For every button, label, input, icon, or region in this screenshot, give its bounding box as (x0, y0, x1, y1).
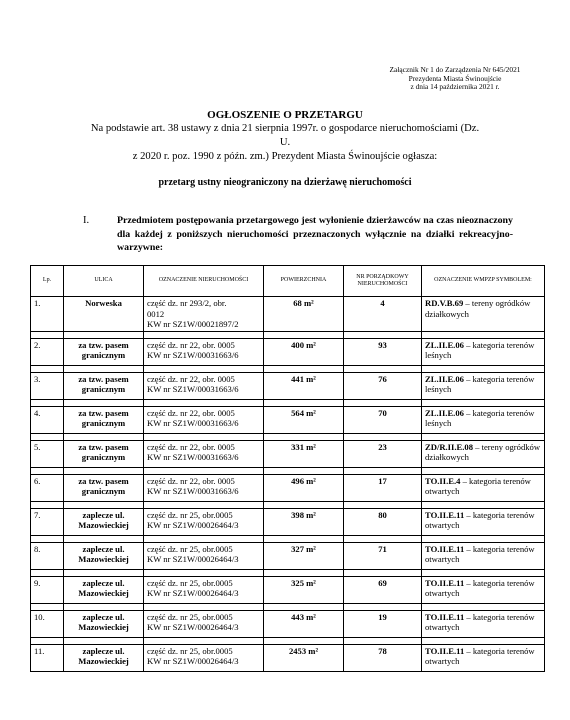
spacer-cell (422, 467, 545, 474)
cell-oznaczenie (144, 508, 264, 535)
document-title: OGŁOSZENIE O PRZETARGU (207, 109, 363, 121)
cell-symbol (422, 372, 545, 399)
cell-oznaczenie (144, 372, 264, 399)
cell-oznaczenie (144, 440, 264, 467)
cell-lp: 6. (31, 474, 64, 501)
spacer-cell (344, 399, 422, 406)
spacer-cell (64, 331, 144, 338)
table-spacer-row (31, 603, 545, 610)
spacer-cell (422, 637, 545, 644)
cell-powierzchnia: 496 m² (264, 474, 344, 501)
cell-lp: 10. (31, 610, 64, 637)
spacer-cell (31, 433, 64, 440)
spacer-cell (264, 365, 344, 372)
cell-ulica: zaplecze ul. Mazowieckiej (64, 508, 144, 535)
cell-nr: 17 (344, 474, 422, 501)
ozn-line: część dz. nr 25, obr.0005 (147, 645, 233, 656)
spacer-cell (64, 365, 144, 372)
spacer-cell (31, 637, 64, 644)
ozn-line: KW nr SZ1W/00031663/6 (147, 418, 239, 428)
table-row (31, 338, 545, 365)
cell-nr: 76 (344, 372, 422, 399)
attachment-line: Załącznik Nr 1 do Zarządzenia Nr 645/2021 (389, 65, 521, 74)
cell-oznaczenie (144, 406, 264, 433)
cell-ulica: zaplecze ul. Mazowieckiej (64, 610, 144, 637)
symbol-code: ZL.II.E.06 (425, 373, 464, 384)
table-row (31, 372, 545, 399)
cell-powierzchnia: 400 m² (264, 338, 344, 365)
spacer-cell (144, 501, 264, 508)
cell-nr: 71 (344, 542, 422, 569)
cell-lp: 2. (31, 338, 64, 365)
cell-symbol (422, 440, 545, 467)
spacer-cell (31, 365, 64, 372)
symbol-code: TO.II.E.11 (425, 611, 465, 622)
table-header-row (31, 266, 545, 297)
spacer-cell (31, 603, 64, 610)
table-row (31, 440, 545, 467)
cell-nr: 69 (344, 576, 422, 603)
cell-ulica: za tzw. pasem granicznym (64, 474, 144, 501)
section-text: Przedmiotem postępowania przetargowego jest wyłonienie dzierżawców na czas nieoznaczony dla każdej z poniższych nieruchomości przeznaczonych wyłącznie na działki rekreacyjno-warzywne: (117, 215, 513, 253)
table-row (31, 474, 545, 501)
cell-symbol (422, 610, 545, 637)
table-spacer-row (31, 433, 545, 440)
spacer-cell (64, 637, 144, 644)
cell-powierzchnia: 441 m² (264, 372, 344, 399)
table-row (31, 644, 545, 671)
table-spacer-row (31, 535, 545, 542)
cell-symbol (422, 338, 545, 365)
spacer-cell (144, 569, 264, 576)
cell-powierzchnia: 331 m² (264, 440, 344, 467)
spacer-cell (264, 637, 344, 644)
cell-powierzchnia: 2453 m² (264, 644, 344, 671)
spacer-cell (264, 399, 344, 406)
spacer-cell (422, 603, 545, 610)
cell-nr: 78 (344, 644, 422, 671)
cell-powierzchnia: 327 m² (264, 542, 344, 569)
table-row (31, 542, 545, 569)
ozn-line: część dz. nr 293/2, obr. (147, 298, 227, 308)
spacer-cell (144, 433, 264, 440)
cell-nr: 19 (344, 610, 422, 637)
cell-lp: 4. (31, 406, 64, 433)
cell-symbol (422, 644, 545, 671)
ozn-line: 0012 (147, 308, 165, 319)
cell-ulica: za tzw. pasem granicznym (64, 338, 144, 365)
cell-nr: 80 (344, 508, 422, 535)
spacer-cell (64, 501, 144, 508)
symbol-description: – kategoria terenów otwartych (425, 611, 535, 632)
spacer-cell (344, 637, 422, 644)
header-lp: Lp. (31, 266, 64, 297)
cell-symbol (422, 406, 545, 433)
spacer-cell (344, 331, 422, 338)
table-body (31, 297, 545, 672)
spacer-cell (344, 603, 422, 610)
spacer-cell (144, 467, 264, 474)
spacer-cell (64, 399, 144, 406)
symbol-code: ZL.II.E.06 (425, 407, 464, 418)
ozn-line: KW nr SZ1W/00021897/2 (147, 319, 239, 329)
table-row (31, 406, 545, 433)
cell-powierzchnia: 564 m² (264, 406, 344, 433)
symbol-description: – kategoria terenów otwartych (425, 475, 531, 496)
spacer-cell (422, 331, 545, 338)
symbol-description: – kategoria terenów otwartych (425, 645, 535, 666)
ozn-line: część dz. nr 22, obr. 0005 (147, 475, 235, 486)
spacer-cell (422, 535, 545, 542)
symbol-code: RD.V.B.69 (425, 298, 464, 308)
cell-ulica: za tzw. pasem granicznym (64, 440, 144, 467)
cell-lp: 9. (31, 576, 64, 603)
symbol-description: – kategoria terenów leśnych (425, 373, 535, 394)
spacer-cell (144, 603, 264, 610)
symbol-description: – kategoria terenów leśnych (425, 339, 535, 360)
ozn-line: KW nr SZ1W/00026464/3 (147, 554, 239, 564)
spacer-cell (264, 603, 344, 610)
spacer-cell (31, 535, 64, 542)
cell-symbol (422, 542, 545, 569)
ozn-line: część dz. nr 22, obr. 0005 (147, 373, 235, 384)
symbol-code: TO.II.E.11 (425, 577, 465, 588)
symbol-code: TO.II.E.11 (425, 509, 465, 520)
cell-powierzchnia: 443 m² (264, 610, 344, 637)
attachment-header (360, 66, 550, 92)
header-oznaczenie: OZNACZENIE NIERUCHOMOŚCI (144, 266, 264, 297)
cell-symbol (422, 576, 545, 603)
spacer-cell (422, 433, 545, 440)
spacer-cell (31, 331, 64, 338)
spacer-cell (144, 535, 264, 542)
ozn-line: KW nr SZ1W/00031663/6 (147, 452, 239, 462)
cell-powierzchnia: 398 m² (264, 508, 344, 535)
symbol-description: – kategoria terenów leśnych (425, 407, 535, 428)
cell-lp: 7. (31, 508, 64, 535)
cell-ulica: zaplecze ul. Mazowieckiej (64, 644, 144, 671)
cell-symbol (422, 474, 545, 501)
cell-nr: 93 (344, 338, 422, 365)
table-row (31, 508, 545, 535)
table-spacer-row (31, 331, 545, 338)
cell-oznaczenie (144, 338, 264, 365)
spacer-cell (422, 569, 545, 576)
cell-ulica: za tzw. pasem granicznym (64, 406, 144, 433)
cell-nr: 4 (344, 297, 422, 332)
cell-oznaczenie (144, 474, 264, 501)
ozn-line: KW nr SZ1W/00031663/6 (147, 384, 239, 394)
ozn-line: KW nr SZ1W/00031663/6 (147, 350, 239, 360)
properties-table (30, 265, 545, 672)
table-spacer-row (31, 365, 545, 372)
tender-subtitle: przetarg ustny nieograniczony na dzierżawę nieruchomości (158, 177, 412, 188)
cell-powierzchnia: 325 m² (264, 576, 344, 603)
spacer-cell (344, 467, 422, 474)
header-symbol: OZNACZENIE WMPZP SYMBOLEM: (422, 266, 545, 297)
ozn-line: KW nr SZ1W/00026464/3 (147, 622, 239, 632)
symbol-code: ZD/R.II.E.08 (425, 441, 473, 452)
spacer-cell (64, 535, 144, 542)
ozn-line: KW nr SZ1W/00026464/3 (147, 588, 239, 598)
ozn-line: część dz. nr 25, obr.0005 (147, 577, 233, 588)
spacer-cell (144, 331, 264, 338)
table-spacer-row (31, 399, 545, 406)
ozn-line: część dz. nr 22, obr. 0005 (147, 441, 235, 452)
table-row (31, 610, 545, 637)
ozn-line: część dz. nr 25, obr.0005 (147, 543, 233, 554)
spacer-cell (144, 365, 264, 372)
cell-oznaczenie (144, 610, 264, 637)
cell-symbol (422, 297, 545, 332)
spacer-cell (344, 433, 422, 440)
header-ulica: ULICA (64, 266, 144, 297)
spacer-cell (422, 365, 545, 372)
spacer-cell (64, 603, 144, 610)
spacer-cell (31, 399, 64, 406)
symbol-description: – kategoria terenów otwartych (425, 543, 535, 564)
symbol-code: TO.II.E.4 (425, 475, 461, 486)
spacer-cell (31, 569, 64, 576)
intro-line: z 2020 r. poz. 1990 z późn. zm.) Prezydent Miasta Świnoujście ogłasza: (132, 151, 438, 162)
cell-lp: 8. (31, 542, 64, 569)
spacer-cell (64, 467, 144, 474)
cell-lp: 11. (31, 644, 64, 671)
spacer-cell (422, 501, 545, 508)
cell-lp: 3. (31, 372, 64, 399)
cell-ulica: Norweska (64, 297, 144, 332)
spacer-cell (344, 569, 422, 576)
symbol-description: – tereny ogródków działkowych (425, 441, 541, 462)
spacer-cell (344, 365, 422, 372)
header-powierzchnia: POWIERZCHNIA (264, 266, 344, 297)
ozn-line: część dz. nr 25, obr.0005 (147, 611, 233, 622)
ozn-line: część dz. nr 22, obr. 0005 (147, 339, 235, 350)
spacer-cell (144, 637, 264, 644)
ozn-line: KW nr SZ1W/00026464/3 (147, 656, 239, 666)
cell-lp: 5. (31, 440, 64, 467)
intro-line: Na podstawie art. 38 ustawy z dnia 21 sierpnia 1997r. o gospodarce nieruchomościami (Dz. (90, 123, 480, 134)
table-row (31, 297, 545, 332)
symbol-code: TO.II.E.11 (425, 645, 465, 656)
symbol-description: – kategoria terenów otwartych (425, 577, 535, 598)
cell-powierzchnia: 68 m² (264, 297, 344, 332)
spacer-cell (422, 399, 545, 406)
spacer-cell (264, 433, 344, 440)
cell-oznaczenie (144, 576, 264, 603)
symbol-description: – tereny ogródków działkowych (425, 298, 531, 319)
attachment-line: z dnia 14 października 2021 r. (410, 82, 500, 92)
cell-nr: 70 (344, 406, 422, 433)
spacer-cell (31, 467, 64, 474)
cell-ulica: zaplecze ul. Mazowieckiej (64, 542, 144, 569)
cell-oznaczenie (144, 542, 264, 569)
ozn-line: KW nr SZ1W/00026464/3 (147, 520, 239, 530)
attachment-line: Prezydenta Miasta Świnoujście (408, 73, 502, 83)
spacer-cell (264, 535, 344, 542)
cell-oznaczenie (144, 297, 264, 332)
spacer-cell (64, 569, 144, 576)
spacer-cell (64, 433, 144, 440)
intro-paragraph (60, 122, 510, 164)
cell-nr: 23 (344, 440, 422, 467)
cell-lp: 1. (31, 297, 64, 332)
spacer-cell (31, 501, 64, 508)
symbol-code: TO.II.E.11 (425, 543, 465, 554)
spacer-cell (144, 399, 264, 406)
section-number: I. (83, 215, 90, 226)
cell-symbol (422, 508, 545, 535)
cell-ulica: za tzw. pasem granicznym (64, 372, 144, 399)
ozn-line: część dz. nr 22, obr. 0005 (147, 407, 235, 418)
table-spacer-row (31, 637, 545, 644)
ozn-line: KW nr SZ1W/00031663/6 (147, 486, 239, 496)
spacer-cell (264, 331, 344, 338)
cell-oznaczenie (144, 644, 264, 671)
cell-ulica: zaplecze ul. Mazowieckiej (64, 576, 144, 603)
section-one (83, 214, 513, 255)
header-nr: NR PORZĄDKOWY NIERUCHOMOŚCI (344, 266, 422, 297)
symbol-code: ZL.II.E.06 (425, 339, 464, 350)
table-row (31, 576, 545, 603)
spacer-cell (264, 569, 344, 576)
ozn-line: część dz. nr 25, obr.0005 (147, 509, 233, 520)
intro-line: U. (279, 137, 291, 148)
table-spacer-row (31, 501, 545, 508)
spacer-cell (344, 501, 422, 508)
table-spacer-row (31, 467, 545, 474)
spacer-cell (264, 467, 344, 474)
spacer-cell (264, 501, 344, 508)
symbol-description: – kategoria terenów otwartych (425, 509, 535, 530)
table-spacer-row (31, 569, 545, 576)
spacer-cell (344, 535, 422, 542)
